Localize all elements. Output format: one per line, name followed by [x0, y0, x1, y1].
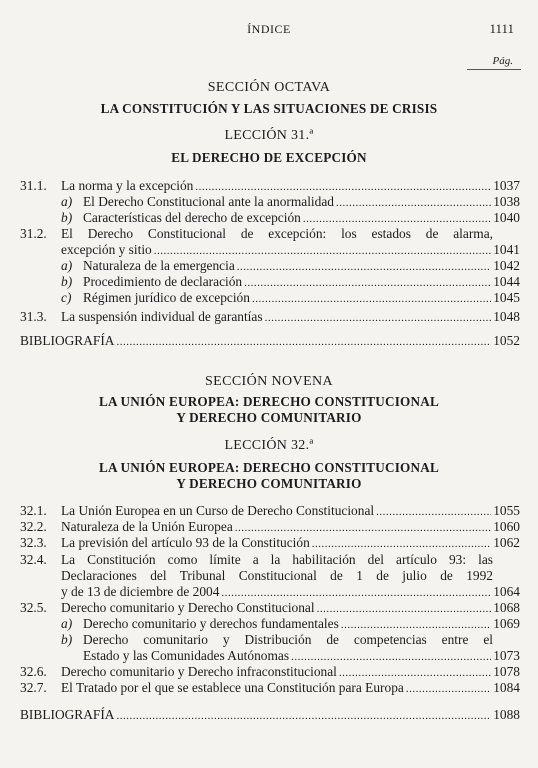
entry-text-line2: excepción y sitio [61, 242, 152, 257]
toc-entry-32-5-b[interactable] [20, 632, 520, 648]
dot-leader [406, 680, 491, 697]
toc-entry-32-7[interactable] [20, 680, 520, 696]
toc-entry-32-4-cont1[interactable] [20, 568, 520, 584]
entry-number: 32.1. [20, 503, 47, 518]
entry-text: Derecho comunitario y derechos fundamentales [83, 616, 339, 631]
entry-page: 1044 [493, 274, 520, 289]
entry-text: La previsión del artículo 93 de la Constitución [61, 535, 310, 550]
dot-leader [291, 648, 491, 665]
entry-text-line3: y de 13 de diciembre de 2004 [61, 584, 220, 599]
toc-entry-31-2-cont[interactable] [20, 242, 520, 258]
toc-entry-32-6[interactable] [20, 664, 520, 680]
entry-number: 32.3. [20, 535, 47, 550]
entry-text: Derecho comunitario y Derecho Constitucional [61, 600, 315, 615]
entry-text: Naturaleza de la Unión Europea [61, 519, 233, 534]
dot-leader [221, 584, 491, 601]
entry-text: La norma y la excepción [61, 178, 194, 193]
dot-leader [235, 519, 491, 536]
dot-leader [252, 290, 491, 307]
dot-leader [116, 707, 491, 724]
toc-entry-31-1[interactable] [20, 178, 520, 194]
entry-text: El Tratado por el que se establece una Constitución para Europa [61, 680, 404, 695]
lesson-31-title: EL DERECHO DE EXCEPCIÓN [171, 150, 367, 165]
dot-leader [376, 503, 491, 520]
entry-number: 31.3. [20, 309, 47, 324]
pag-column-label: Pág. [492, 55, 513, 67]
section-9-subtitle-line1: LA UNIÓN EUROPEA: DERECHO CONSTITUCIONAL [99, 394, 439, 409]
dot-leader [341, 616, 491, 633]
running-header-title: ÍNDICE [247, 22, 291, 36]
entry-letter: a) [61, 194, 73, 209]
toc-entry-31-2-a[interactable] [20, 258, 520, 274]
toc-entry-31-2[interactable] [20, 226, 520, 242]
entry-number: 31.2. [20, 226, 47, 241]
entry-page: 1084 [493, 680, 520, 695]
toc-entry-32-5-b-cont[interactable] [20, 648, 520, 664]
section-9-subtitle-line2: Y DERECHO COMUNITARIO [176, 410, 362, 425]
section-8-subtitle: LA CONSTITUCIÓN Y LAS SITUACIONES DE CRISIS [100, 101, 438, 116]
entry-text: Procedimiento de declaración [83, 274, 243, 289]
entry-text: BIBLIOGRAFÍA [20, 333, 115, 348]
entry-text-line1: El Derecho Constitucional de excepción: los estados de alarma, [61, 226, 493, 241]
toc-entry-31-2-b[interactable] [20, 274, 520, 290]
entry-letter: b) [61, 632, 73, 647]
dot-leader [244, 274, 491, 291]
dot-leader [339, 664, 491, 681]
entry-page: 1038 [493, 194, 520, 209]
entry-number: 32.6. [20, 664, 47, 679]
entry-page: 1045 [493, 290, 520, 305]
entry-letter: c) [61, 290, 72, 305]
entry-text: Características del derecho de excepción [83, 210, 301, 225]
entry-text-line2: Estado y las Comunidades Autónomas [83, 648, 290, 663]
toc-entry-32-4[interactable] [20, 552, 520, 568]
toc-entry-bibliography-8[interactable] [20, 333, 520, 349]
entry-page: 1062 [493, 535, 520, 550]
toc-entry-31-3[interactable] [20, 309, 520, 325]
entry-page: 1069 [493, 616, 520, 631]
dot-leader [317, 600, 492, 617]
entry-page: 1068 [493, 600, 520, 615]
entry-text-line2: Declaraciones del Tribunal Constitucional de 1 de julio de 1992 [61, 568, 493, 583]
entry-page: 1060 [493, 519, 520, 534]
entry-number: 31.1. [20, 178, 47, 193]
toc-entry-bibliography-9[interactable] [20, 707, 520, 723]
toc-entry-32-2[interactable] [20, 519, 520, 535]
entry-number: 32.7. [20, 680, 47, 695]
dot-leader [303, 210, 491, 227]
entry-page: 1040 [493, 210, 520, 225]
lesson-32-heading: LECCIÓN 32.ª [224, 438, 314, 453]
section-9-title: SECCIÓN NOVENA [204, 374, 334, 389]
dot-leader [154, 242, 491, 259]
entry-text: La Unión Europea en un Curso de Derecho Constitucional [61, 503, 375, 518]
entry-page: 1037 [493, 178, 520, 193]
toc-entry-31-1-b[interactable] [20, 210, 520, 226]
toc-entry-31-1-a[interactable] [20, 194, 520, 210]
entry-letter: b) [61, 274, 73, 289]
toc-entry-32-4-cont2[interactable] [20, 584, 520, 600]
dot-leader [237, 258, 491, 275]
entry-text: BIBLIOGRAFÍA [20, 707, 115, 722]
lesson-32-title-line2: Y DERECHO COMUNITARIO [176, 476, 362, 491]
entry-text-line1: Derecho comunitario y Distribución de competencias entre el [83, 632, 493, 647]
entry-text: Naturaleza de la emergencia [83, 258, 235, 273]
entry-page: 1052 [493, 333, 520, 348]
toc-entry-32-3[interactable] [20, 535, 520, 551]
entry-text: El Derecho Constitucional ante la anormalidad [83, 194, 334, 209]
entry-number: 32.4. [20, 552, 47, 567]
entry-letter: b) [61, 210, 73, 225]
entry-number: 32.2. [20, 519, 47, 534]
dot-leader [265, 309, 492, 326]
entry-letter: a) [61, 616, 73, 631]
entry-page: 1041 [493, 242, 520, 257]
dot-leader [195, 178, 491, 195]
page-number: 1111 [489, 21, 514, 36]
entry-page: 1088 [493, 707, 520, 722]
entry-page: 1073 [493, 648, 520, 663]
dot-leader [336, 194, 491, 211]
entry-text: La suspensión individual de garantías [61, 309, 263, 324]
entry-number: 32.5. [20, 600, 47, 615]
section-8-title: SECCIÓN OCTAVA [207, 80, 331, 95]
dot-leader [312, 535, 491, 552]
entry-text: Derecho comunitario y Derecho infraconstitucional [61, 664, 337, 679]
lesson-31-heading: LECCIÓN 31.ª [224, 128, 314, 143]
entry-text: Régimen jurídico de excepción [83, 290, 250, 305]
entry-letter: a) [61, 258, 73, 273]
entry-text-line1: La Constitución como límite a la habilitación del artículo 93: las [61, 552, 493, 567]
toc-entry-32-5[interactable] [20, 600, 520, 616]
toc-entry-32-1[interactable] [20, 503, 520, 519]
dot-leader [116, 333, 491, 350]
pag-underline [467, 69, 521, 70]
entry-page: 1055 [493, 503, 520, 518]
toc-entry-32-5-a[interactable] [20, 616, 520, 632]
toc-entry-31-2-c[interactable] [20, 290, 520, 306]
lesson-32-title-line1: LA UNIÓN EUROPEA: DERECHO CONSTITUCIONAL [99, 460, 439, 475]
entry-page: 1042 [493, 258, 520, 273]
entry-page: 1078 [493, 664, 520, 679]
entry-page: 1064 [493, 584, 520, 599]
entry-page: 1048 [493, 309, 520, 324]
